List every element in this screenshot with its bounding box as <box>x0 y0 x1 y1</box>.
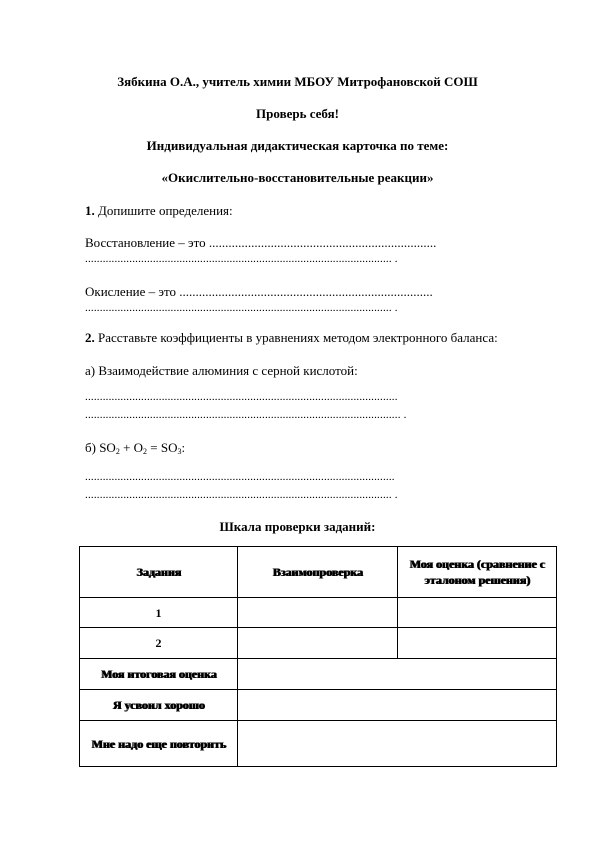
task2b-line-2: ........................................................................................................ . <box>85 489 398 501</box>
peer-cell-2 <box>238 628 398 659</box>
learned-well-cell <box>238 690 557 721</box>
header-self-assessment: Моя оценка (сравнение с эталоном решения) <box>398 547 557 598</box>
need-repeat-cell <box>238 721 557 767</box>
table-row <box>80 690 557 721</box>
task1-heading <box>85 203 233 219</box>
task2-text: Расставьте коэффициенты в уравнениях методом электронного баланса: <box>94 330 498 345</box>
table-header-row <box>80 547 557 598</box>
task2b-line-1: ......................................................................................................... <box>85 471 395 483</box>
card-subtitle: Индивидуальная дидактическая карточка по теме: <box>146 138 449 153</box>
author-line: Зябкина О.А., учитель химии МБОУ Митрофановской СОШ <box>117 74 478 89</box>
header-tasks: Задания <box>80 547 238 598</box>
header-peer-review: Взаимопроверка <box>238 547 398 598</box>
task2a-line-2: ........................................................................................................... . <box>85 409 407 421</box>
need-repeat-label: Мне надо еще повторить <box>80 721 238 767</box>
peer-cell-1 <box>238 598 398 628</box>
reduction-definition: Восстановление – это ...................................................................... <box>85 235 437 250</box>
topic-title: «Окислительно-восстановительные реакции» <box>161 170 434 185</box>
final-grade-label: Моя итоговая оценка <box>80 659 238 690</box>
task1-number: 1. <box>85 203 95 218</box>
oxidation-definition: Окисление – это .............................................................................. <box>85 284 433 299</box>
learned-well-label: Я усвоил хорошо <box>80 690 238 721</box>
task2b-equation: б) $SO_2 + O_2 = SO_3$: <box>85 440 186 456</box>
task2a-line-1: .......................................................................................................... <box>85 391 398 403</box>
table-row <box>80 628 557 659</box>
task2-number: 2. <box>85 330 95 345</box>
check-title: Проверь себя! <box>256 106 339 121</box>
grading-table <box>79 546 557 767</box>
task-number-2: 2 <box>80 628 238 659</box>
self-cell-2 <box>398 628 557 659</box>
oxidation-continuation: ........................................................................................................ . <box>85 302 398 314</box>
reduction-continuation: ........................................................................................................ . <box>85 253 398 265</box>
table-row <box>80 659 557 690</box>
self-cell-1 <box>398 598 557 628</box>
task-number-1: 1 <box>80 598 238 628</box>
scale-title: Шкала проверки заданий: <box>219 519 376 534</box>
task2-heading <box>85 330 498 346</box>
table-row <box>80 721 557 767</box>
final-grade-cell <box>238 659 557 690</box>
task1-text: Допишите определения: <box>94 203 233 218</box>
table-row <box>80 598 557 628</box>
task2a-label: а) Взаимодействие алюминия с серной кислотой: <box>85 363 358 378</box>
